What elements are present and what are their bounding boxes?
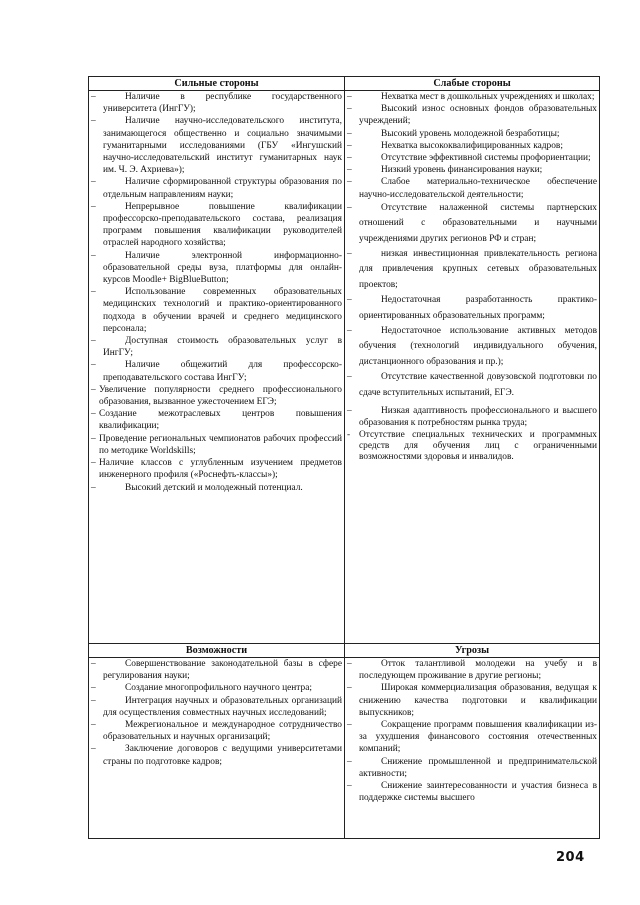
list-item: – Наличие классов с углубленным изучением предметов инженерного профиля («Роснефть-классы»);	[91, 458, 342, 481]
list-item: – Широкая коммерциализация образования, ведущая к снижению качества подготовки и квалификации выпускников;	[347, 683, 597, 718]
header-row-top	[89, 77, 600, 91]
list-item: – Увеличение популярности среднего профессионального образования, вызванное ужесточением ЕГЭ;	[91, 384, 342, 408]
opportunities-header: Возможности	[89, 644, 345, 658]
list-item: – Слабое материально-техническое обеспечение научно-исследовательской деятельности;	[347, 177, 597, 200]
list-item: – Недостаточное использование активных методов обучения (технологий индивидуального обучения, дистанционного образования и пр.);	[347, 326, 597, 367]
swot-table-container	[88, 76, 599, 839]
list-item: – низкая инвестиционная привлекательность региона для привлечения крупных сетевых образовательных проектов;	[347, 249, 597, 290]
threats-cell	[345, 658, 600, 839]
list-item: – Отток талантливой молодежи на учебу и в последующем проживание в другие регионы;	[347, 659, 597, 682]
list-item: – Создание многопрофильного научного центра;	[91, 683, 312, 694]
strengths-header: Сильные стороны	[89, 77, 345, 91]
list-item: – Заключение договоров с ведущими университетами страны по подготовке кадров;	[91, 744, 342, 767]
weaknesses-header: Слабые стороны	[345, 77, 600, 91]
list-item: – Использование современных образовательных медицинских технологий и практико-ориентированного подхода в обучении врачей и среднего медицинского персонала;	[91, 287, 342, 334]
list-item: – Нехватка мест в дошкольных учреждениях и школах;	[347, 92, 595, 102]
list-item: – Интеграция научных и образовательных организаций для осуществления совместных научных исследований;	[91, 695, 342, 718]
list-item: – Доступная стоимость образовательных услуг в ИнгГУ;	[91, 336, 342, 359]
list-item: - Отсутствие специальных технических и программных средств для обучения лиц с ограниченными возможностями здоровья и инвалидов.	[347, 429, 597, 462]
list-item: – Нехватка высококвалифицированных кадров;	[347, 140, 563, 151]
swot-table	[88, 76, 600, 839]
list-item: – Низкий уровень финансирования науки;	[347, 165, 543, 176]
list-item: – Наличие электронной информационно-образовательной среды вуза, платформы для онлайн-курсов Moodle+ BigBlueButton;	[91, 250, 342, 286]
list-item: – Наличие в республике государственного университета (ИнгГУ);	[91, 92, 342, 115]
list-item: – Снижение промышленной и предпринимательской активности;	[347, 756, 597, 779]
opportunities-cell	[89, 658, 345, 839]
list-item: – Недостаточная разработанность практико-ориентированных образовательных программ;	[347, 295, 597, 321]
weaknesses-cell	[345, 91, 600, 644]
list-item: – Совершенствование законодательной базы в сфере регулирования науки;	[91, 659, 342, 682]
list-item: – Наличие сформированной структуры образования по отдельным направлениям науки;	[91, 177, 342, 200]
header-row-bottom	[89, 644, 600, 658]
list-item: – Низкая адаптивность профессионального и высшего образования к потребностям рынка труда;	[347, 406, 597, 429]
content-row-bottom	[89, 658, 600, 839]
list-item: – Проведение региональных чемпионатов рабочих профессий по методике Worldskills;	[91, 433, 342, 456]
list-item: – Высокий детский и молодежный потенциал.	[91, 482, 303, 493]
list-item: – Сокращение программ повышения квалификации из-за ухудшения финансового состояния отечественных компаний;	[347, 720, 597, 755]
list-item: – Непрерывное повышение квалификации профессорско-преподавательского состава, реализация программ повышения квалификации руководителей отраслей народного хозяйства;	[91, 201, 342, 249]
list-item: – Снижение заинтересованности и участия бизнеса в поддержке системы высшего	[347, 781, 597, 804]
list-item: – Создание межотраслевых центров повышения квалификации;	[91, 409, 342, 432]
list-item: – Наличие научно-исследовательского института, занимающегося общественно и социально значимыми гуманитарными исследованиями (ГБУ «Ингушский научно-исследовательский институт гуманитарных наук им. Ч. Э. Ахриева»);	[91, 116, 342, 176]
list-item: – Межрегиональное и международное сотрудничество образовательных и научных организаций;	[91, 720, 342, 743]
strengths-cell	[89, 91, 345, 644]
list-item: – Отсутствие эффективной системы профориентации;	[347, 153, 591, 164]
list-item: – Отсутствие налаженной системы партнерских отношений с образовательными и научными учреждениями других регионов РФ и стран;	[347, 202, 597, 244]
list-item: – Высокий уровень молодежной безработицы;	[347, 128, 560, 139]
list-item: – Отсутствие качественной довузовской подготовки по сдаче вступительных испытаний, ЕГЭ.	[347, 372, 597, 398]
list-item: – Наличие общежитий для профессорско-преподавательского состава ИнгГУ;	[91, 360, 342, 383]
list-item: – Высокий износ основных фондов образовательных учреждений;	[347, 104, 597, 127]
page-number: 204	[556, 850, 585, 865]
content-row-top	[89, 91, 600, 644]
threats-header: Угрозы	[345, 644, 600, 658]
